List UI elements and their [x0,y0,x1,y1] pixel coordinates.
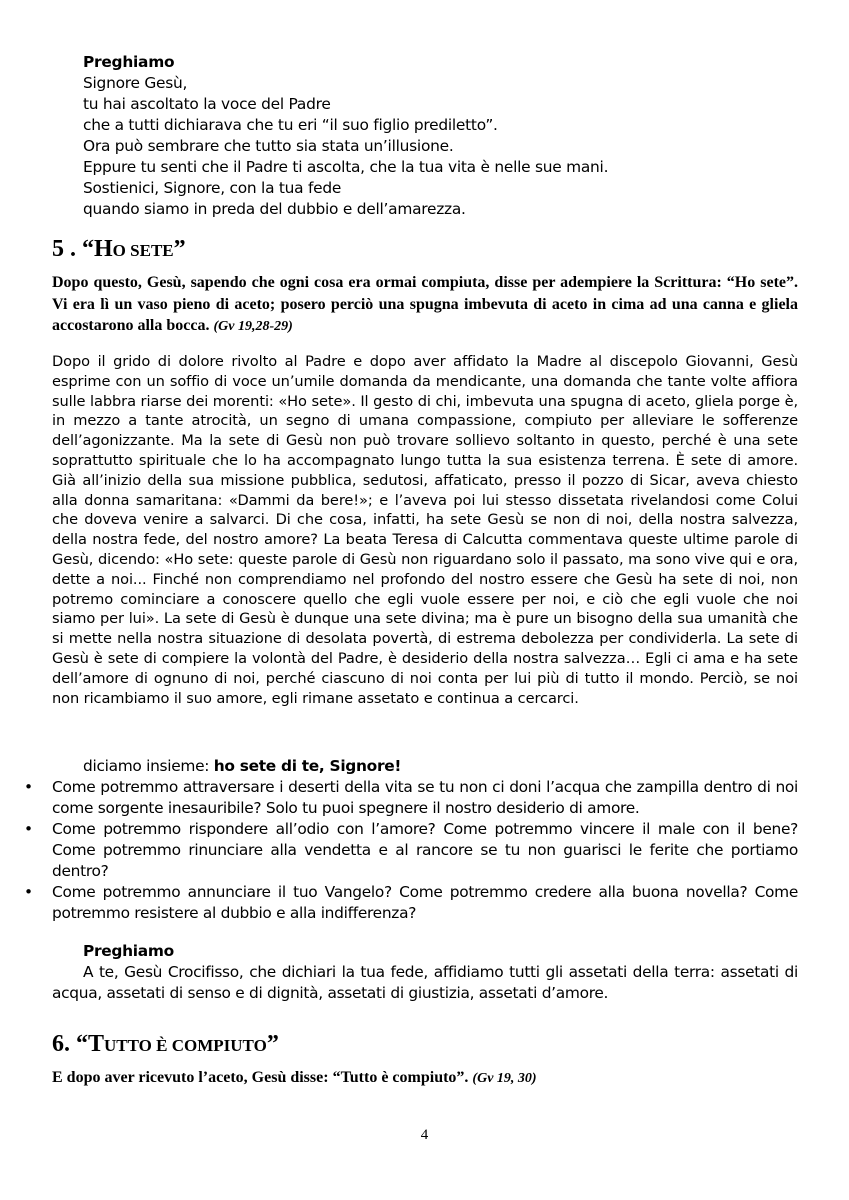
opening-prayer [83,52,608,220]
bullet-icon: • [24,820,33,838]
closing-prayer [52,941,798,1004]
title-initial: “H [82,236,113,262]
title-initial: “T [76,1031,105,1057]
petition-text: Come potremmo attraversare i deserti della vita se tu non ci doni l’acqua che zampilla dentro di noi come sorgente inesauribile? Solo tu puoi spegnere il nostro desiderio di amore. [52,778,798,817]
prayer-line: quando siamo in preda del dubbio e dell’amarezza. [83,200,466,218]
section-5-scripture [52,272,798,338]
petition-text: Come potremmo rispondere all’odio con l’amore? Come potremmo vincere il male con il bene? Come potremmo rinunciare alla vendetta e al rancore se tu non guarisci le ferite che portiamo dentro? [52,820,798,880]
prayer-heading: Preghiamo [83,53,175,71]
bullet-icon: • [24,778,33,796]
scripture-reference: (Gv 19, 30) [472,1071,537,1086]
title-close-quote: ” [173,236,186,262]
prayer-line: Eppure tu senti che il Padre ti ascolta, che la tua vita è nelle sue mani. [83,158,609,176]
title-smallcaps: O SETE [112,241,174,260]
list-item [0,882,798,924]
list-item [0,819,798,882]
section-6-title [52,1030,279,1060]
invocation [83,756,401,777]
prayer-line: tu hai ascoltato la voce del Padre [83,95,331,113]
prayer-text: A te, Gesù Crocifisso, che dichiari la tua fede, affidiamo tutti gli assetati della terra: assetati di acqua, assetati di senso e di dignità, assetati di giustizia, assetati d’amore. [52,963,798,1002]
invocation-response: ho sete di te, Signore! [213,757,402,775]
prayer-line: Signore Gesù, [83,74,188,92]
invocation-intro: diciamo insieme: [83,757,214,775]
section-number: 5 . [52,236,76,262]
section-5-meditation: Dopo il grido di dolore rivolto al Padre e dopo aver affidato la Madre al discepolo Giovanni, Gesù esprime con un soffio di voce un’umile domanda da mendicante, una domanda che tante volte affiora sulle labbra riarse dei morenti: «Ho sete». Il gesto di chi, imbevuta una spugna di aceto, gliela porge è, in mezzo a tante atrocità, un segno di umana compassione, compiuto per alleviare le sofferenze dell’agonizzante. Ma la sete di Gesù non può trovare sollievo soltanto in questo, perché è una sete soprattutto spirituale che lo ha accompagnato lungo tutta la sua esistenza terrena. È sete di amore. Già all’inizio della sua missione pubblica, sedutosi, affaticato, presso il pozzo di Sicar, aveva chiesto alla donna samaritana: «Dammi da bere!»; e l’aveva poi lui stesso dissetata rivelandosi come Colui che doveva venire a salvarci. Di che cosa, infatti, ha sete Gesù se non di noi, della nostra salvezza, della nostra fede, del nostro amore? La beata Teresa di Calcutta commentava queste ultime parole di Gesù, dicendo: «Ho sete: queste parole di Gesù non riguardano solo il passato, ma sono vive qui e ora, dette a noi... Finché non comprendiamo nel profondo del nostro essere che Gesù ha sete di noi, non potremo cominciare a conoscere quello che egli vuole essere per noi, e ciò che egli vuole che noi siamo per lui». La sete di Gesù è dunque una sete divina; ma è pure un bisogno della sua umanità che si mette nella nostra situazione di desolata povertà, di estrema debolezza per condividerla. La sete di Gesù è sete di compiere la volontà del Padre, è desiderio della nostra salvezza… Egli ci ama e ha sete dell’amore di ognuno di noi, perché ciascuno di noi conta per lui più di tutto il mondo. Perciò, se noi non ricambiamo il suo amore, egli rimane assetato e continua a cercarci. [52,353,798,707]
page-number: 4 [420,1127,429,1143]
section-6-scripture [52,1067,798,1090]
bullet-icon: • [24,883,33,901]
prayer-line: Ora può sembrare che tutto sia stata un’illusione. [83,137,454,155]
section-5-title [52,235,186,265]
title-smallcaps: UTTO È COMPIUTO [104,1036,267,1055]
prayer-heading: Preghiamo [83,942,174,960]
scripture-text: E dopo aver ricevuto l’aceto, Gesù disse: “Tutto è compiuto”. [52,1069,469,1086]
title-close-quote: ” [266,1031,279,1057]
list-item [0,777,798,819]
scripture-reference: (Gv 19,28-29) [213,319,293,334]
section-number: 6. [52,1031,70,1057]
petition-text: Come potremmo annunciare il tuo Vangelo? Come potremmo credere alla buona novella? Come potremmo resistere al dubbio e alla indifferenza? [52,883,798,922]
petitions-list [0,777,798,924]
prayer-line: che a tutti dichiarava che tu eri “il suo figlio prediletto”. [83,116,498,134]
prayer-line: Sostienici, Signore, con la tua fede [83,179,342,197]
scripture-text: Dopo questo, Gesù, sapendo che ogni cosa era ormai compiuta, disse per adempiere la Scrittura: “Ho sete”. Vi era lì un vaso pieno di aceto; posero perciò una spugna imbevuta di aceto in cima ad una canna e gliela accostarono alla bocca. [52,274,798,334]
